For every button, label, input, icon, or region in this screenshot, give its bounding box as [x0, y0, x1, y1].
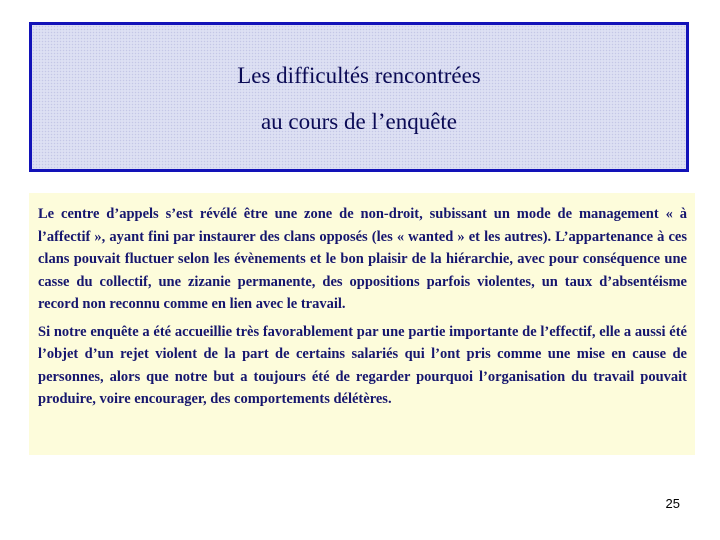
- slide-title-line-2: au cours de l’enquête: [260, 108, 458, 134]
- content-box: [29, 193, 695, 455]
- paragraph-survey-reception: Si notre enquête a été accueillie très favorablement par une partie importante de l’effectif, elle a aussi été l’objet d’un rejet violent de la part de certains salariés qui l’ont pris comme une mise en cause de personnes, alors que notre but a toujours été de regarder pourquoi l’organisation du travail pouvait produire, voire encourager, des comportements délétères.: [38, 323, 687, 407]
- title-box: [29, 22, 689, 172]
- slide-title-line-1: Les difficultés rencontrées: [237, 62, 481, 88]
- paragraph-call-center: Le centre d’appels s’est révélé être une zone de non-droit, subissant un mode de management « à l’affectif », ayant fini par instaurer des clans opposés (les « wanted » et les autres). L’appartenance à ces clans pouvait fluctuer selon les évènements et le bon plaisir de la hiérarchie, avec pour conséquence une casse du collectif, une zizanie permanente, des oppositions parfois violentes, un taux d’absentéisme record non reconnu comme en lien avec le travail.: [38, 206, 687, 312]
- page-number: 25: [665, 496, 680, 511]
